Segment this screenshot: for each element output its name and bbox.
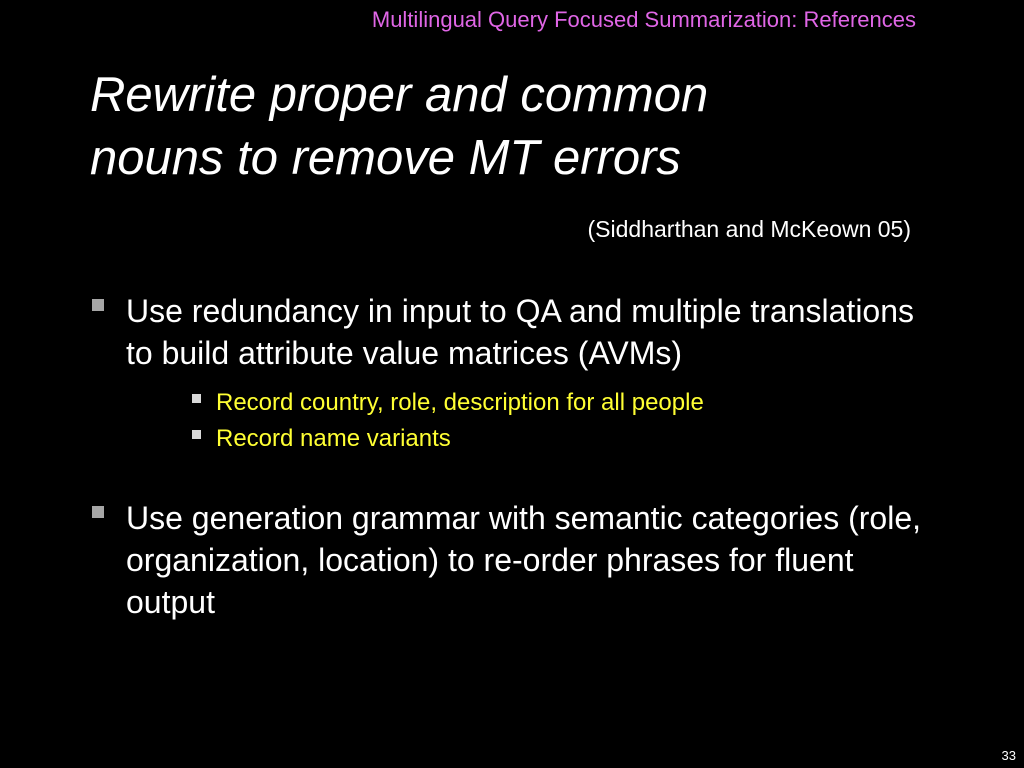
slide-title-line-1: Rewrite proper and common	[90, 68, 709, 122]
slide-title	[90, 64, 910, 190]
page-number: 33	[1001, 748, 1016, 763]
bullet-text: Use generation grammar with semantic categories (role, organization, location) to re-order phrases for fluent output	[126, 500, 921, 620]
slide-title-line-2: nouns to remove MT errors	[90, 131, 681, 185]
bullet-item	[90, 497, 930, 623]
bullet-text: Use redundancy in input to QA and multiple translations to build attribute value matrices (AVMs)	[126, 293, 915, 371]
square-bullet-icon	[192, 394, 201, 403]
square-bullet-icon	[92, 299, 104, 311]
citation: (Siddharthan and McKeown 05)	[587, 216, 911, 242]
slide-header: Multilingual Query Focused Summarization: References	[371, 7, 916, 32]
square-bullet-icon	[92, 506, 104, 518]
square-bullet-icon	[192, 430, 201, 439]
sub-bullet-item	[190, 385, 930, 421]
sub-bullet-list	[190, 385, 930, 457]
sub-bullet-item	[190, 421, 930, 457]
bullet-list	[90, 290, 930, 623]
sub-bullet-text: Record name variants	[216, 425, 451, 452]
bullet-item	[90, 290, 930, 457]
sub-bullet-text: Record country, role, description for all people	[216, 389, 704, 416]
